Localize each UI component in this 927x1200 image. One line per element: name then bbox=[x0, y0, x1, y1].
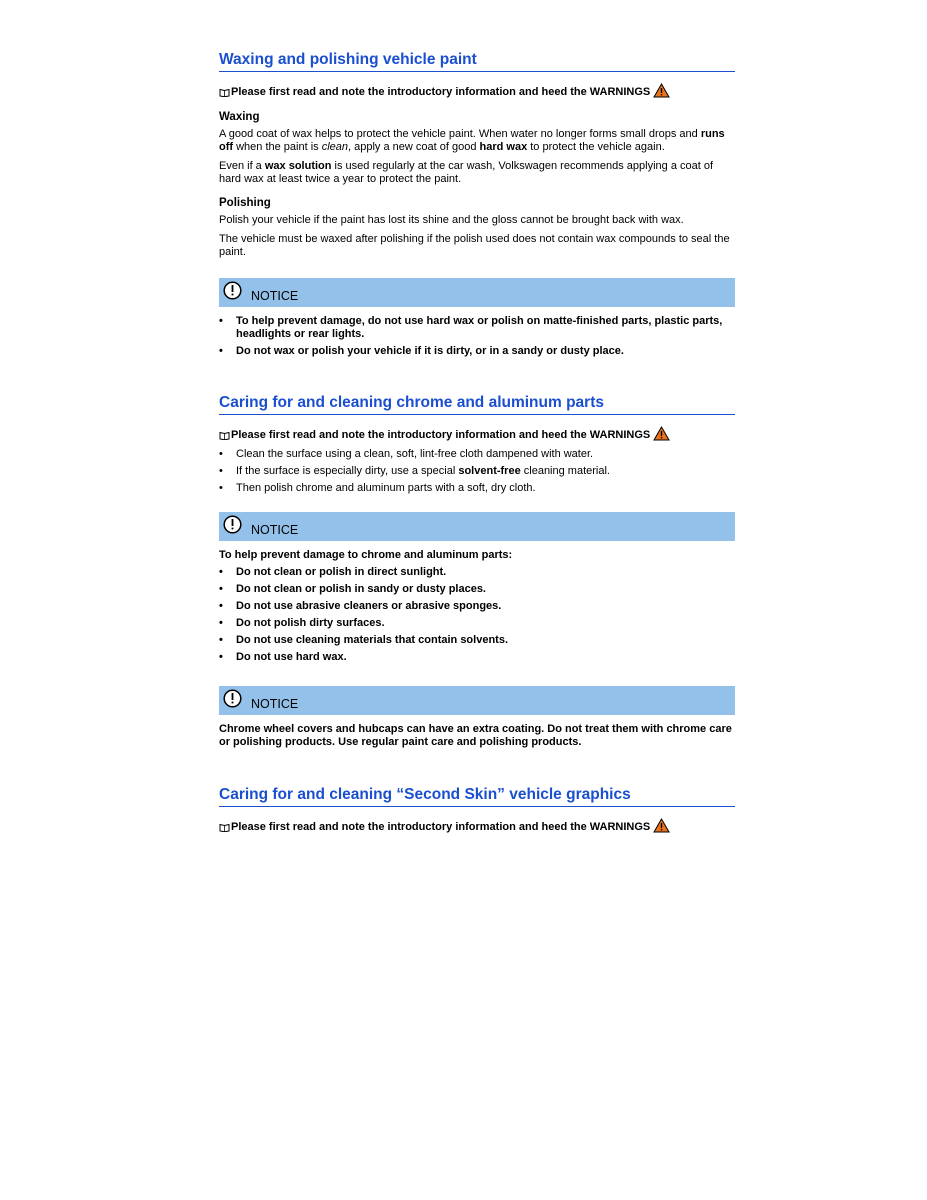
read-note-text: Please first read and note the introductory information and heed the WARNINGS bbox=[231, 86, 651, 98]
book-icon bbox=[219, 431, 230, 440]
book-icon bbox=[219, 88, 230, 97]
polishing-paragraph-2: The vehicle must be waxed after polishing if the polish used does not contain wax compounds to seal the paint. bbox=[219, 233, 730, 258]
read-note bbox=[219, 84, 735, 100]
notice-intro: To help prevent damage to chrome and aluminum parts: bbox=[219, 549, 513, 561]
text-run: solvent-free bbox=[458, 465, 521, 477]
notice-bar bbox=[219, 686, 735, 715]
text-run: Even if a bbox=[219, 160, 265, 172]
text-run: runs off bbox=[219, 128, 725, 153]
list-item bbox=[219, 448, 735, 461]
list-item: • To help prevent damage, do not use hard wax or polish on matte-finished parts, plastic parts, headlights or rear lights. bbox=[219, 315, 735, 341]
exclamation-circle-icon bbox=[223, 281, 242, 300]
subheading-waxing: Waxing bbox=[219, 111, 260, 123]
section-title-waxing: Waxing and polishing vehicle paint bbox=[219, 50, 735, 72]
waxing-paragraph-2 bbox=[219, 160, 735, 186]
read-note-text: Please first read and note the introductory information and heed the WARNINGS bbox=[231, 429, 651, 441]
document-page bbox=[219, 50, 735, 835]
list-item: • Do not polish dirty surfaces. bbox=[219, 617, 735, 630]
notice-label: NOTICE bbox=[251, 289, 299, 303]
warning-triangle-icon bbox=[653, 426, 670, 441]
subheading-polishing: Polishing bbox=[219, 197, 271, 209]
text-run: wax solution bbox=[264, 160, 332, 172]
notice-label: NOTICE bbox=[251, 697, 299, 711]
warning-triangle-icon bbox=[653, 83, 670, 98]
text-run: clean bbox=[321, 141, 349, 153]
read-note-text: Please first read and note the introductory information and heed the WARNINGS bbox=[231, 821, 651, 833]
list-item bbox=[219, 465, 735, 478]
text-run: Then polish chrome and aluminum parts with a soft, dry cloth. bbox=[236, 482, 536, 494]
section-title-chrome: Caring for and cleaning chrome and aluminum parts bbox=[219, 393, 735, 415]
cleaning-steps-list bbox=[219, 448, 735, 495]
exclamation-circle-icon bbox=[223, 515, 242, 534]
notice-label: NOTICE bbox=[251, 523, 299, 537]
text-run: , apply a new coat of good bbox=[348, 141, 480, 153]
text-run: If the surface is especially dirty, use a special bbox=[236, 465, 459, 477]
text-run: hard wax bbox=[479, 141, 528, 153]
warning-triangle-icon bbox=[653, 818, 670, 833]
waxing-paragraph-1 bbox=[219, 128, 735, 154]
read-note bbox=[219, 427, 735, 443]
notice-list bbox=[219, 566, 735, 664]
text-run: is used regularly at the car wash, Volkswagen recommends applying a coat of hard wax at least twice a year to protect the paint. bbox=[219, 160, 714, 185]
text-run: to protect the vehicle again. bbox=[527, 141, 665, 153]
list-item: • Do not clean or polish in direct sunlight. bbox=[219, 566, 735, 579]
notice-bar bbox=[219, 278, 735, 307]
list-item: • Do not clean or polish in sandy or dusty places. bbox=[219, 583, 735, 596]
notice-list bbox=[219, 315, 735, 358]
list-item: • Do not use cleaning materials that contain solvents. bbox=[219, 634, 735, 647]
text-run: A good coat of wax helps to protect the vehicle paint. When water no longer forms small drops and bbox=[219, 128, 701, 140]
list-item: • Do not use abrasive cleaners or abrasive sponges. bbox=[219, 600, 735, 613]
text-run: cleaning material. bbox=[520, 465, 610, 477]
list-item bbox=[219, 482, 735, 495]
text-run: when the paint is bbox=[233, 141, 322, 153]
section-title-second-skin: Caring for and cleaning “Second Skin” vehicle graphics bbox=[219, 785, 735, 807]
book-icon bbox=[219, 823, 230, 832]
list-item: • Do not wax or polish your vehicle if it is dirty, or in a sandy or dusty place. bbox=[219, 345, 735, 358]
read-note bbox=[219, 819, 735, 835]
exclamation-circle-icon bbox=[223, 689, 242, 708]
text-run: Clean the surface using a clean, soft, lint-free cloth dampened with water. bbox=[236, 448, 594, 460]
list-item: • Do not use hard wax. bbox=[219, 651, 735, 664]
notice-text: Chrome wheel covers and hubcaps can have an extra coating. Do not treat them with chrome care or polishing products. Use regular paint care and polishing products. bbox=[219, 723, 732, 748]
polishing-paragraph-1: Polish your vehicle if the paint has lost its shine and the gloss cannot be brought back with wax. bbox=[219, 214, 684, 226]
notice-bar bbox=[219, 512, 735, 541]
